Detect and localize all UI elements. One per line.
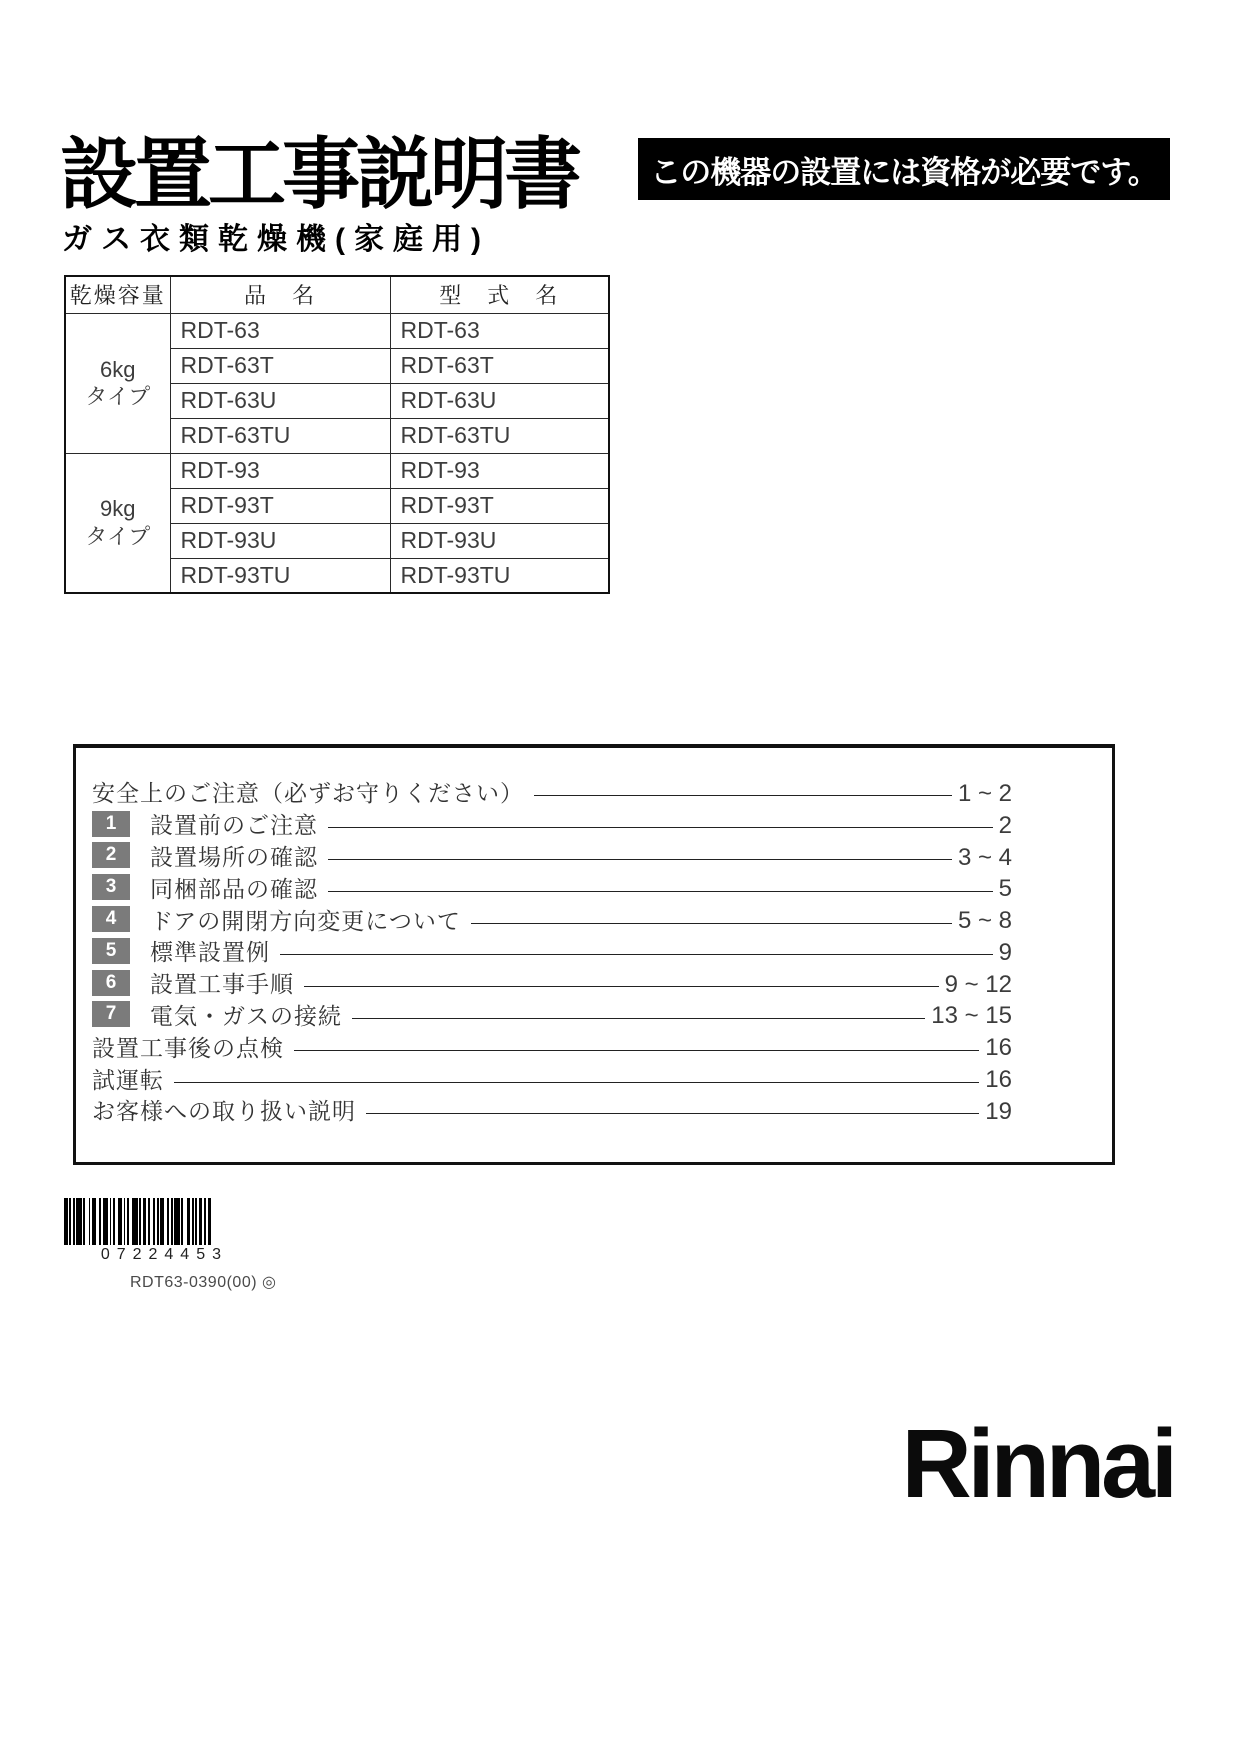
rinnai-logo: Rinnai	[901, 1409, 1174, 1518]
leader-line	[328, 859, 952, 860]
toc-label: 設置工事手順	[150, 971, 294, 998]
toc-item-safety-precautions	[92, 776, 1012, 808]
capacity-cell-9kg	[65, 453, 170, 593]
section-number-badge: 7	[92, 1001, 130, 1027]
barcode-block	[64, 1198, 228, 1264]
toc-label: 安全上のご注意（必ずお守りください）	[92, 780, 524, 807]
section-number-badge: 3	[92, 874, 130, 900]
toc-label: 設置工事後の点検	[92, 1034, 284, 1061]
toc-label: 設置場所の確認	[150, 844, 318, 870]
section-number-badge: 4	[92, 906, 130, 932]
capacity-type-label: タイプ	[85, 523, 151, 549]
toc-item-1	[92, 808, 1012, 840]
product-name-cell: RDT-63TU	[170, 418, 390, 453]
model-name-cell: RDT-93U	[390, 523, 609, 558]
toc-item-7	[92, 999, 1012, 1031]
qualification-notice-banner	[638, 138, 1170, 200]
toc-item-5	[92, 935, 1012, 967]
toc-page-number: 13 ~ 15	[931, 1002, 1012, 1030]
qualification-notice-text: この機器の設置には資格が必要です。	[650, 154, 1158, 190]
section-number-badge: 2	[92, 842, 130, 868]
toc-label: お客様への取り扱い説明	[92, 1098, 356, 1125]
toc-page-number: 16	[985, 1066, 1012, 1094]
leader-line	[352, 1018, 925, 1019]
toc-item-post-install-check	[92, 1030, 1012, 1062]
toc-page-number: 3 ~ 4	[957, 843, 1012, 871]
capacity-cell-6kg	[65, 313, 170, 453]
model-table	[64, 275, 610, 594]
toc-label: 電気・ガスの接続	[150, 1002, 342, 1029]
toc-label: 試運転	[92, 1066, 164, 1093]
product-name-cell: RDT-93	[170, 453, 390, 488]
toc-item-3	[92, 871, 1012, 903]
toc-page-number: 2	[998, 811, 1012, 839]
model-name-cell: RDT-63U	[390, 383, 609, 418]
page-title: 設置工事説明書	[60, 130, 579, 218]
barcode-digits: 07224453	[100, 1246, 228, 1263]
model-name-cell: RDT-93T	[390, 488, 609, 523]
toc-page-number: 9 ~ 12	[944, 970, 1012, 998]
product-name-cell: RDT-63T	[170, 348, 390, 383]
product-subtitle: ガス衣類乾燥機(家庭用)	[62, 223, 490, 256]
leader-line	[294, 1050, 979, 1051]
column-header-capacity: 乾燥容量	[65, 276, 170, 313]
column-header-product-name: 品 名	[170, 276, 390, 313]
leader-line	[304, 986, 939, 987]
toc-page-number: 5	[998, 875, 1012, 903]
leader-line	[471, 923, 952, 924]
section-number-badge: 1	[92, 811, 130, 837]
leader-line	[366, 1113, 979, 1114]
toc-page-number: 5 ~ 8	[957, 907, 1012, 935]
toc-label: 標準設置例	[150, 939, 270, 966]
model-name-cell: RDT-93	[390, 453, 609, 488]
toc-item-4	[92, 903, 1012, 935]
table-header-row	[65, 276, 609, 313]
section-number-badge: 6	[92, 970, 130, 996]
toc-item-2	[92, 840, 1012, 872]
table-row	[65, 453, 609, 488]
document-code: RDT63-0390(00) ◎	[130, 1274, 277, 1291]
toc-item-customer-explanation	[92, 1094, 1012, 1126]
table-of-contents	[73, 744, 1115, 1165]
leader-line	[328, 891, 993, 892]
model-name-cell: RDT-93TU	[390, 558, 609, 593]
leader-line	[328, 827, 993, 828]
model-name-cell: RDT-63T	[390, 348, 609, 383]
table-row	[65, 313, 609, 348]
model-name-cell: RDT-63	[390, 313, 609, 348]
capacity-value: 9kg	[100, 496, 136, 522]
barcode-image	[64, 1198, 228, 1245]
toc-page-number: 1 ~ 2	[957, 779, 1012, 807]
toc-page-number: 19	[985, 1097, 1012, 1125]
toc-page-number: 16	[985, 1034, 1012, 1062]
product-name-cell: RDT-63	[170, 313, 390, 348]
column-header-model-name: 型 式 名	[390, 276, 609, 313]
toc-page-number: 9	[998, 938, 1012, 966]
toc-item-test-run	[92, 1062, 1012, 1094]
leader-line	[280, 954, 993, 955]
leader-line	[174, 1082, 979, 1083]
product-name-cell: RDT-63U	[170, 383, 390, 418]
capacity-value: 6kg	[100, 356, 136, 382]
toc-label: ドアの開閉方向変更について	[150, 907, 461, 934]
product-name-cell: RDT-93TU	[170, 558, 390, 593]
model-name-cell: RDT-63TU	[390, 418, 609, 453]
capacity-type-label: タイプ	[85, 384, 151, 409]
toc-item-6	[92, 967, 1012, 999]
toc-label: 設置前のご注意	[150, 812, 318, 839]
section-number-badge: 5	[92, 938, 130, 964]
toc-label: 同梱部品の確認	[150, 875, 318, 902]
product-name-cell: RDT-93T	[170, 488, 390, 523]
product-name-cell: RDT-93U	[170, 523, 390, 558]
leader-line	[534, 795, 952, 796]
